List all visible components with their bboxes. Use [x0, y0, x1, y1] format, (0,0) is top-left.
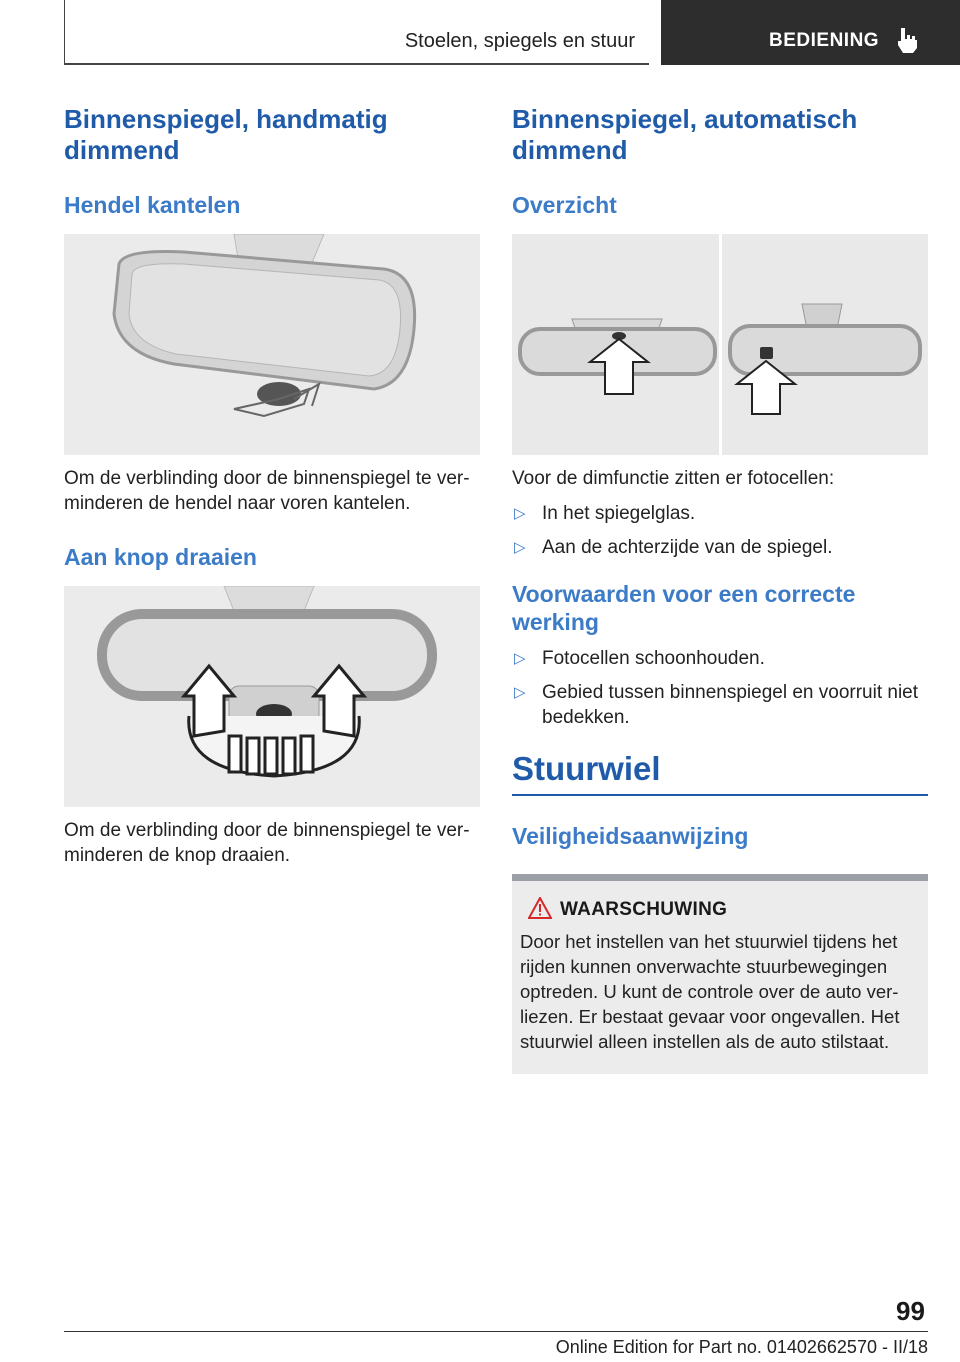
- figure-photocells: [512, 234, 928, 455]
- footer-line: [64, 1331, 928, 1332]
- warning-title-text: WAARSCHUWING: [560, 899, 728, 920]
- footer-edition: Online Edition for Part no. 01402662570 - II/18: [555, 1337, 928, 1357]
- left-column: [64, 100, 480, 868]
- header-chapter-label: BEDIENING: [769, 30, 880, 51]
- list-item-text: In het spiegelglas.: [542, 503, 696, 524]
- warning-title: [520, 899, 918, 921]
- subheading-turn-knob: Aan knop draaien: [64, 544, 257, 570]
- list-conditions: [512, 646, 928, 730]
- subheading-safety-note: Veiligheidsaanwijzing: [512, 823, 749, 849]
- warning-triangle-icon: [528, 897, 552, 919]
- warning-text: Door het instellen van het stuurwiel tijdens het rijden kunnen onverwachte stuurbewegingen optreden. U kunt de controle over de auto verliezen. Er bestaat gevaar voor ongevallen. Het stuurwiel alleen instellen als de auto stilstaat.: [520, 931, 900, 1052]
- list-item: [512, 646, 928, 671]
- subheading-tilt-lever: Hendel kantelen: [64, 192, 241, 218]
- triangle-bullet-icon: ▷: [514, 505, 526, 522]
- triangle-bullet-icon: ▷: [514, 684, 526, 701]
- header-chapter-tab: [661, 0, 960, 65]
- list-photocells: [512, 501, 928, 560]
- header-section-title: Stoelen, spiegels en stuur: [404, 30, 635, 52]
- list-item: [512, 680, 928, 730]
- list-item: [512, 501, 928, 526]
- subheading-overview: Overzicht: [512, 192, 617, 218]
- right-column: [512, 100, 928, 1074]
- figure-mirror-lever: [64, 234, 480, 455]
- text-turn-knob: Om de verblinding door de binnenspiegel te verminderen de knop draaien.: [64, 820, 470, 866]
- figure-mirror-knob: [64, 586, 480, 807]
- triangle-bullet-icon: ▷: [514, 539, 526, 556]
- list-item-text: Aan de achterzijde van de spiegel.: [542, 537, 833, 558]
- list-item: [512, 535, 928, 560]
- text-photocells-intro: Voor de dimfunctie zitten er fotocellen:: [512, 468, 835, 489]
- hand-pointer-icon: [894, 26, 920, 54]
- text-tilt-lever: Om de verblinding door de binnenspiegel te verminderen de hendel naar voren kantelen.: [64, 468, 470, 514]
- section-rule: [512, 794, 928, 796]
- triangle-bullet-icon: ▷: [514, 650, 526, 667]
- section-title-auto-dimming: Binnenspiegel, automatisch dimmend: [512, 104, 858, 165]
- list-item-text: Fotocellen schoonhouden.: [542, 648, 765, 669]
- section-title-steering-wheel: Stuurwiel: [512, 750, 661, 787]
- subheading-conditions: Voorwaarden voor een correcte werking: [512, 581, 856, 635]
- page-number: 99: [896, 1296, 925, 1326]
- list-item-text: Gebied tussen binnenspiegel en voorruit niet bedekken.: [542, 682, 919, 728]
- section-title-manual-dimming: Binnenspiegel, handmatig dimmend: [64, 104, 388, 165]
- warning-box: [512, 874, 928, 1074]
